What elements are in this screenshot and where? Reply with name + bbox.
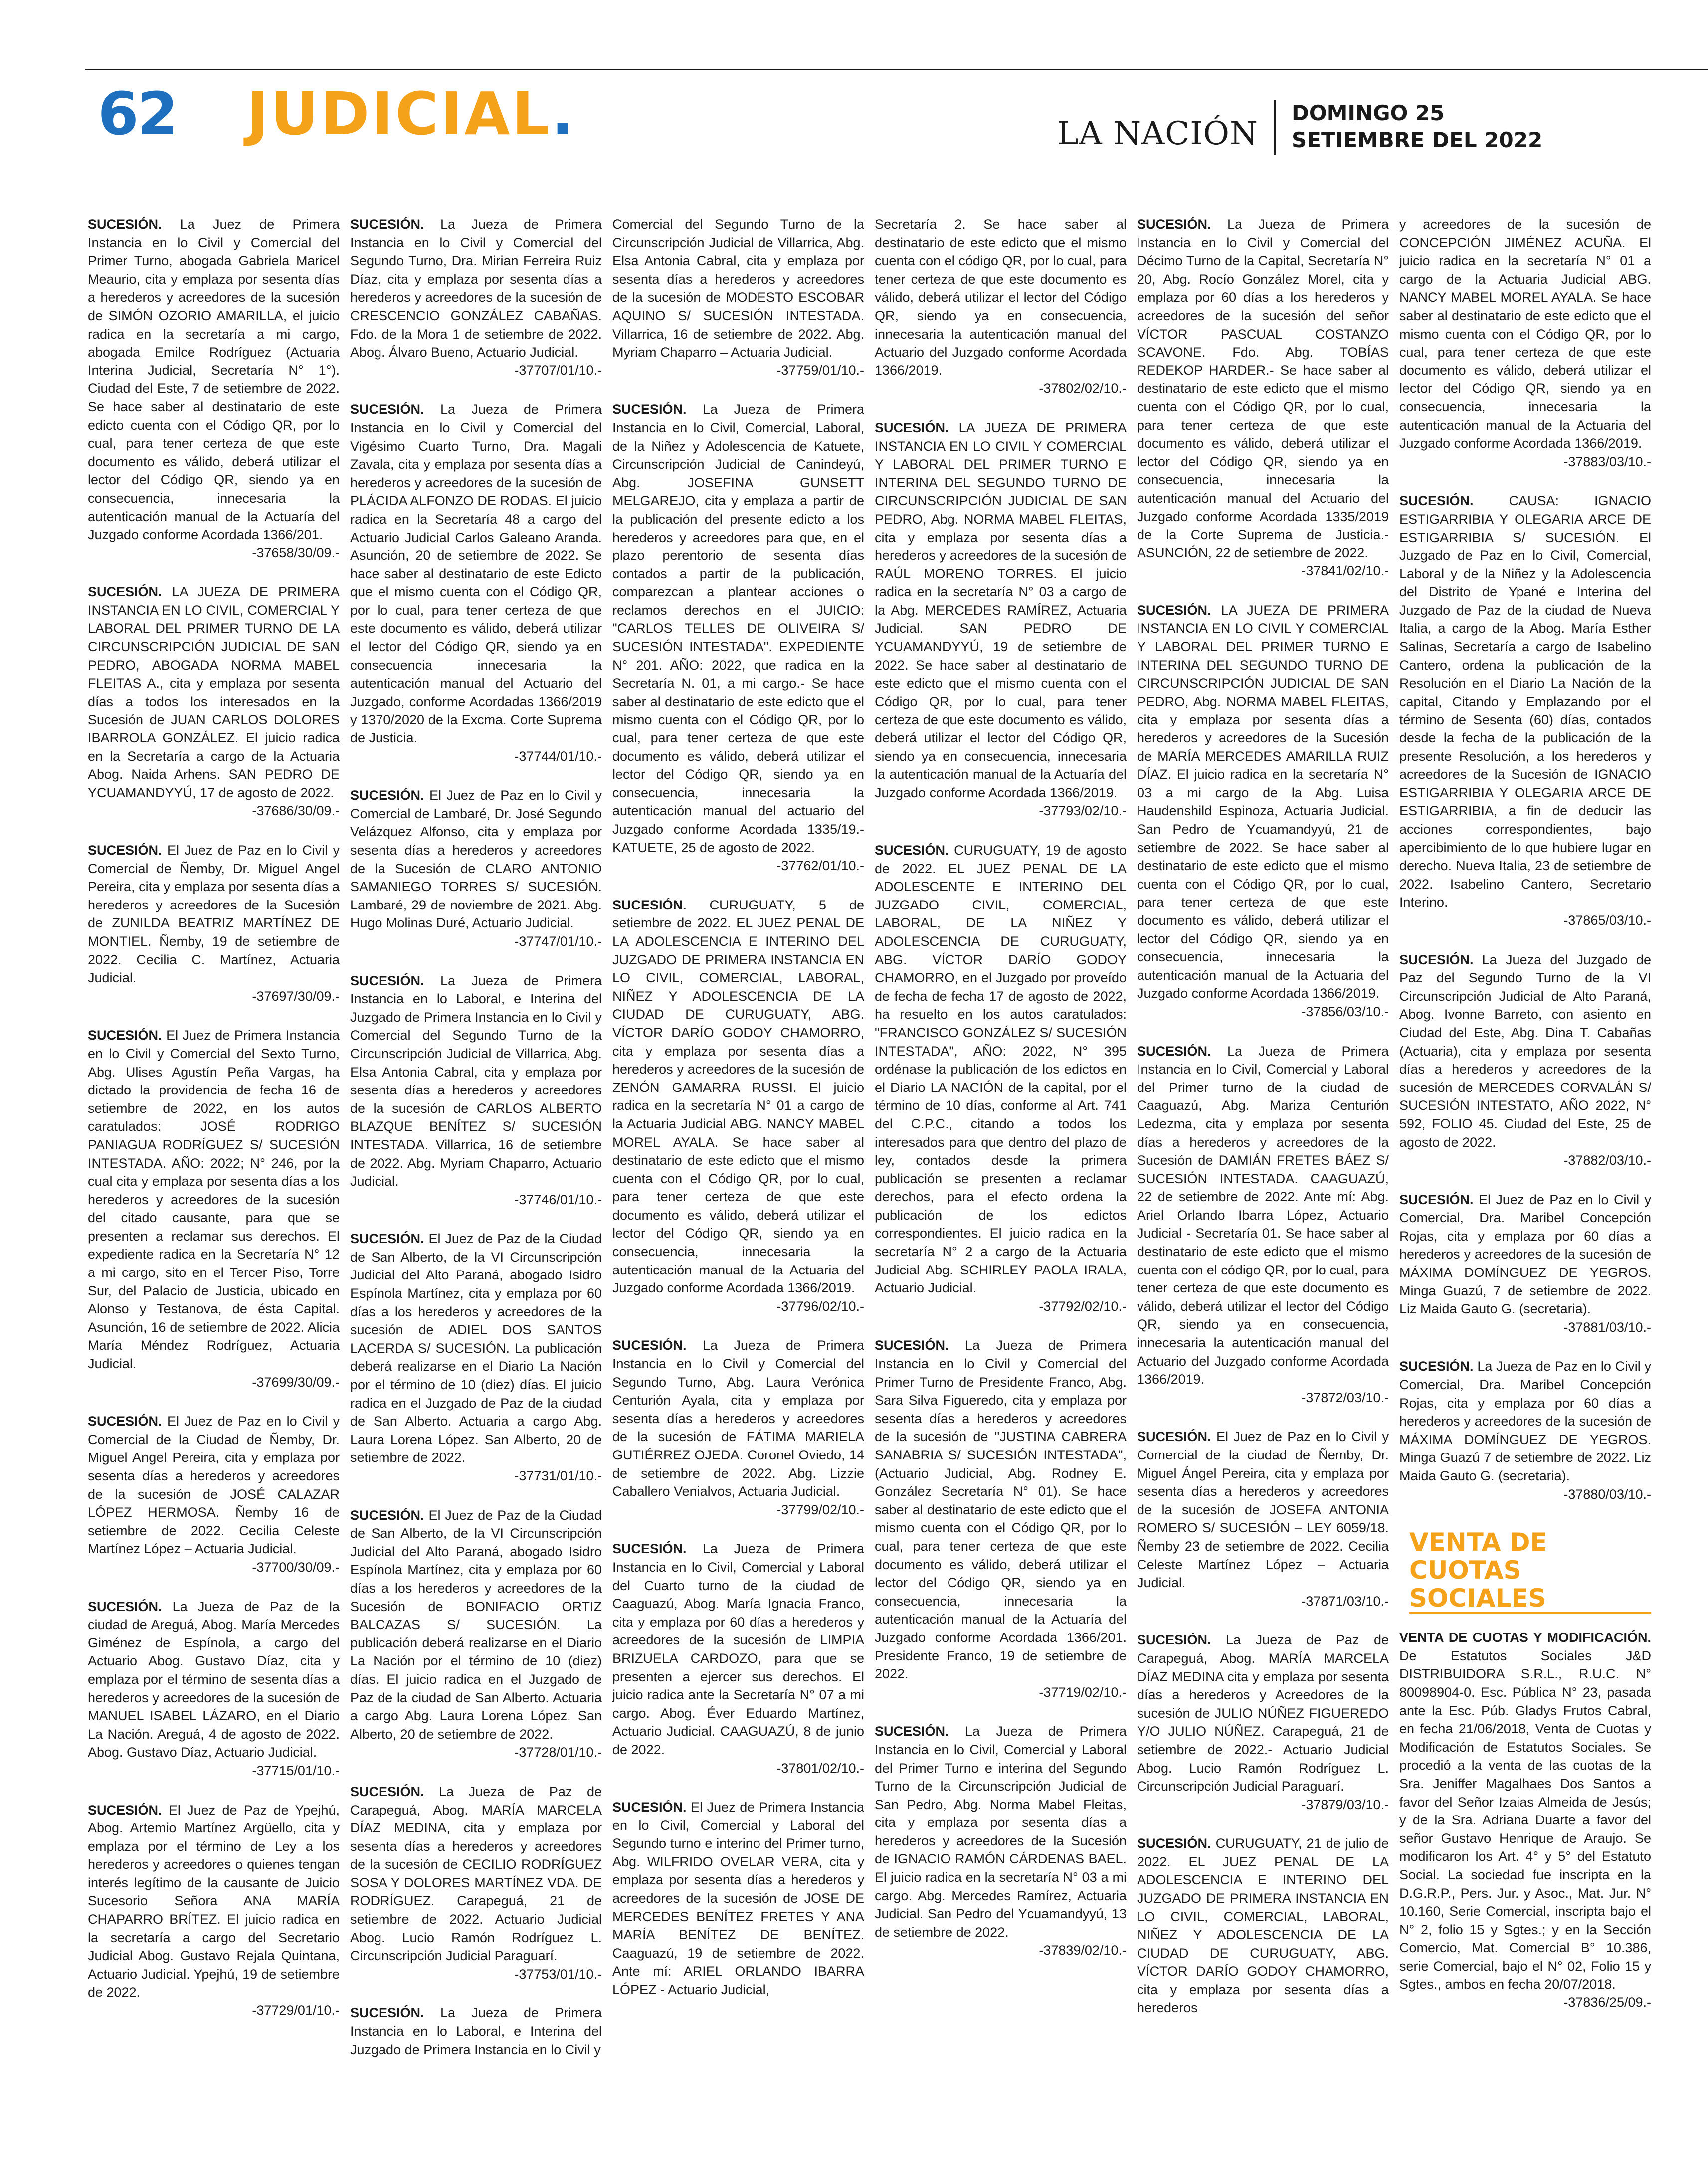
notice-lead: SUCESIÓN. [1399, 493, 1474, 509]
notice-lead: SUCESIÓN. [612, 1800, 687, 1815]
notice-body: La Jueza de Paz de Carapeguá, Abog. MARÍA MARCELA DÍAZ MEDINA cita y emplaza por sesenta días a herederos y Acreedores de la sucesión de JULIO NÚÑEZ FIGUEREDO Y/O JULIO NÚÑEZ. Carapeguá, 21 de setiembre de 2022.- Actuario Judicial Abog. Lucio Ramón Rodríguez L. Circunscripción Judicial Paraguarí. [1137, 1633, 1389, 1794]
notice-body: El Juez de Paz en lo Civil y Comercial de la ciudad de Ñemby, Dr. Miguel Ángel Pereira, cita y emplaza por sesenta días a herederos y acreedores de la sucesión de JOSEFA ANTONIA ROMERO S/ SUCESIÓN – LEY 6059/18. Ñemby 23 de setiembre de 2022. Cecilia Celeste Martínez López – Actuaria Judicial. [1137, 1429, 1389, 1591]
notice-reference: -37796/02/10.- [776, 1298, 864, 1314]
notice-body: El Juez de Paz de la Ciudad de San Alberto, de la VI Circunscripción Judicial del Alto Paraná, abogado Isidro Espínola Martínez, cita y emplaza por 60 días a los herederos y acreedores de la sucesión de ADIEL DOS SANTOS LACERDA S/ SUCESIÓN. La publicación deberá realizarse en el Diario La Nación por el término de 10 (diez) días. El juicio radica en el Juzgado de Paz de la ciudad de San Alberto. Actuaria a cargo Abg. Laura Lorena López. San Alberto, 20 de setiembre de 2022. [350, 1231, 602, 1465]
legal-notice [1137, 601, 1389, 1021]
legal-notice [88, 1801, 340, 2020]
notice-lead: SUCESIÓN. [1137, 602, 1211, 618]
notice-lead: SUCESIÓN. [1137, 1429, 1211, 1445]
notice-body: Comercial del Segundo Turno de la Circunscripción Judicial de Villarrica, Abg. Elsa Antonia Cabral, cita y emplaza por sesenta días a herederos y acreedores de la sucesión de MODESTO ESCOBAR AQUINO S/ SUCESIÓN INTESTADA. Villarrica, 16 de setiembre de 2022. Abg. Myriam Chaparro – Actuaria Judicial. [612, 217, 864, 360]
notice-reference: -37793/02/10.- [1039, 803, 1127, 819]
notice-lead: SUCESIÓN. [1137, 1043, 1211, 1059]
notice-lead: SUCESIÓN. [1137, 217, 1211, 232]
legal-notice [88, 1598, 340, 1780]
notice-lead: SUCESIÓN. [875, 1338, 949, 1353]
notice-lead: SUCESIÓN. [88, 584, 162, 600]
notices-columns [88, 215, 1651, 2155]
notice-lead: SUCESIÓN. [88, 217, 162, 232]
legal-notice [875, 1336, 1127, 1701]
legal-notice [1399, 492, 1651, 929]
notice-lead: SUCESIÓN. [350, 1231, 424, 1247]
notice-lead: SUCESIÓN. [875, 420, 949, 435]
column-3 [612, 215, 864, 2155]
legal-notice [875, 215, 1127, 398]
notice-lead: SUCESIÓN. [88, 1802, 162, 1817]
notice-body: LA JUEZA DE PRIMERA INSTANCIA EN LO CIVIL Y COMERCIAL Y LABORAL DEL PRIMER TURNO E INTERINA DEL SEGUNDO TURNO DE CIRCUNSCRIPCIÓN JUDICIAL DE SAN PEDRO, Abg. NORMA MABEL FLEITAS, cita y emplaza por sesenta días a herederos y acreedores de la Sucesión de MARÍA MERCEDES AMARILLA RUIZ DÍAZ. El juicio radica en la secretaría N° 03 a mi cargo de la Abg. Luisa Haudenshild Espinoza, Actuaria Judicial. San Pedro de Ycuamandyyú, 21 de setiembre de 2022. Se hace saber al destinatario de este edicto que el mismo cuenta con el Código QR, por lo cual, para tener certeza de que este documento es válido, deberá utilizar el lector del Código QR, siendo ya en consecuencia, innecesaria la autenticación manual de la Actuaria del Juzgado conforme Acordada 1366/2019. [1137, 602, 1389, 1001]
notice-reference: -37856/03/10.- [1301, 1004, 1389, 1019]
notice-body: La Jueza del Juzgado de Paz del Segundo Turno de la VI Circunscripción Judicial de Alto Paraná, Abog. Ivonne Barreto, con asiento en Ciudad del Este, Abg. Dina T. Cabañas (Actuaria), cita y emplaza por sesenta días a herederos y acreedores de la sucesión de MERCEDES CORVALÁN S/ SUCESIÓN INTESTATO, AÑO 2022, N° 592, FOLIO 45. Ciudad del Este, 25 de agosto de 2022. [1399, 952, 1651, 1150]
legal-notice [350, 215, 602, 379]
notice-body: CURUGUATY, 19 de agosto de 2022. EL JUEZ PENAL DE LA ADOLESCENTE E INTERINO DEL JUZGADO CIVIL, COMERCIAL, LABORAL, DE LA NIÑEZ Y ADOLESCENCIA DE CURUGUATY, ABG. VÍCTOR DARÍO GODOY CHAMORRO, en el Juzgado por proveído de fecha de fecha 17 de agosto de 2022, ha resuelto en los autos caratulados: "FRANCISCO GONZÁLEZ S/ SUCESIÓN INTESTADA", AÑO: 2022, N° 395 ordénase la publicación de los edictos en el Diario LA NACIÓN de la capital, por el término de 10 días, conforme al Art. 741 del C.P.C., citando a todos los interesados para que dentro del plazo de ley, contados desde la primera publicación se presenten a reclamar derechos, para el efecto ordena la publicación de los edictos correspondientes. El juicio radica en la secretaría N° 2 a cargo de la Actuaria Judicial Abg. SCHIRLEY PAOLA IRALA, Actuario Judicial. [875, 843, 1127, 1296]
section-title-dot: . [551, 79, 576, 148]
legal-notice [1137, 1834, 1389, 2017]
notice-reference: -37872/03/10.- [1301, 1390, 1389, 1405]
legal-notice [612, 400, 864, 875]
notice-body: El Juez de Paz de la Ciudad de San Alberto, de la VI Circunscripción Judicial del Alto Paraná, abogado Isidro Espínola Martínez, cita y emplaza por 60 días a los herederos y acreedores de la Sucesión de BONIFACIO ORTIZ BALCAZAS S/ SUCESIÓN. La publicación deberá realizarse en el Diario La Nación por el término de 10 (diez) días. El juicio radica en el Juzgado de Paz de la ciudad de San Alberto. Actuaria a cargo Abg. Laura Lorena López. San Alberto, 20 de setiembre de 2022. [350, 1507, 602, 1742]
notice-lead: SUCESIÓN. [1399, 1359, 1474, 1374]
notice-reference: -37883/03/10.- [1563, 454, 1651, 469]
legal-notice [350, 2004, 602, 2059]
notice-body: La Juez de Primera Instancia en lo Civil y Comercial del Primer Turno, abogada Gabriela Maricel Meaurio, cita y emplaza por sesenta días a herederos y acreedores de la sucesión de SIMÓN OZORIO AMARILLA, el juicio radica en la secretaría a mi cargo, abogada Emilce Rodríguez (Actuaria Interina Judicial, Secretaría N° 1°). Ciudad del Este, 7 de setiembre de 2022. Se hace saber al destinatario de este edicto cuenta con el Código QR, por lo cual, para tener certeza de que este documento es válido, deberá utilizar el lector del Código QR, siendo ya en consecuencia, innecesaria la autenticación manual de la Actuaría del Juzgado conforme Acordada 1366/201. [88, 217, 340, 543]
notice-reference: -37799/02/10.- [776, 1502, 864, 1517]
column-6 [1399, 215, 1651, 2155]
notice-reference: -37700/30/09.- [252, 1559, 340, 1575]
notice-reference: -37731/01/10.- [514, 1468, 602, 1483]
notice-lead: SUCESIÓN. [612, 897, 687, 912]
notice-body: La Jueza de Primera Instancia en lo Laboral, e Interina del Juzgado de Primera Instancia en lo Civil y Comercial del Segundo Turno de la Circunscripción Judicial de Villarrica, Abg. Elsa Antonia Cabral, cita y emplaza por sesenta días a herederos y acreedores de la sucesión de CARLOS ALBERTO BLAZQUE BENÍTEZ S/ SUCESIÓN INTESTADA. Villarrica, 16 de setiembre de 2022. Abg. Myriam Chaparro, Actuario Judicial. [350, 973, 602, 1189]
notice-body: La Jueza de Primera Instancia en lo Civil y Comercial del Segundo Turno, Abg. Laura Verónica Centurión Ayala, cita y emplaza por sesenta días a herederos y acreedores de la sucesión de FÁTIMA MARIELA GUTIÉRREZ OJEDA. Coronel Oviedo, 14 de setiembre de 2022. Abg. Lizzie Caballero Venialvos, Actuaria Judicial. [612, 1338, 864, 1499]
notice-lead: SUCESIÓN. [1137, 1633, 1211, 1648]
notice-reference: -37715/01/10.- [252, 1763, 340, 1778]
legal-notice [612, 215, 864, 379]
date-block [1292, 100, 1542, 154]
notice-reference: -37879/03/10.- [1301, 1797, 1389, 1812]
notice-body: La Jueza de Primera Instancia en lo Civil y Comercial del Segundo Turno, Dra. Mirian Ferreira Ruiz Díaz, cita y emplaza por sesenta días a herederos y acreedores de la sucesión de CRESCENCIO GONZÁLEZ CABAÑAS. Fdo. de la Mora 1 de setiembre de 2022. Abog. Álvaro Bueno, Actuario Judicial. [350, 217, 602, 360]
notice-lead: SUCESIÓN. [350, 788, 424, 803]
notice-body: El Juez de Primera Instancia en lo Civil y Comercial del Sexto Turno, Abg. Ulises Agustín Peña Vargas, ha dictado la providencia de fecha 16 de setiembre de 2022, en los autos caratulados: JOSÉ RODRIGO PANIAGUA RODRÍGUEZ S/ SUCESIÓN INTESTADA. AÑO: 2022; N° 246, por la cual cita y emplaza por sesenta días a los herederos y acreedores de la sucesión del citado causante, para que se presenten a reclamar sus derechos. El expediente radica en la Secretaría N° 12 a mi cargo, sito en el Tercer Piso, Torre Sur, del Palacio de Justicia, ubicado en Alonso y Testanova, de ésta Capital. Asunción, 16 de setiembre de 2022. Alicia María Méndez Rodríguez, Actuaria Judicial. [88, 1028, 340, 1372]
legal-notice [350, 786, 602, 950]
notice-body: El Juez de Paz en lo Civil y Comercial de la Ciudad de Ñemby, Dr. Miguel Angel Pereira, cita y emplaza por sesenta días a herederos y acreedores de la sucesión de JOSÉ CALAZAR LÓPEZ HERMOSA. Ñemby 16 de setiembre de 2022. Cecilia Celeste Martínez López – Actuaria Judicial. [88, 1414, 340, 1557]
notice-reference: -37880/03/10.- [1563, 1486, 1651, 1502]
legal-notice [88, 841, 340, 1005]
notice-reference: -37728/01/10.- [514, 1745, 602, 1760]
legal-notice [1137, 215, 1389, 580]
notice-body: El Juez de Primera Instancia en lo Civil, Comercial y Laboral del Segundo turno e interino del Primer turno, Abg. WILFRIDO OVELAR VERA, cita y emplaza por sesenta días a herederos y acreedores de la sucesión de JOSE DE MERCEDES BENÍTEZ FRETES Y ANA MARÍA BENÍTEZ DE BENÍTEZ. Caaguazú, 19 de setiembre de 2022. Ante mí: ARIEL ORLANDO IBARRA LÓPEZ - Actuario Judicial, [612, 1800, 864, 1997]
column-1 [88, 215, 340, 2155]
notice-body: El Juez de Paz en lo Civil y Comercial de Ñemby, Dr. Miguel Angel Pereira, cita y emplaza por sesenta días a herederos y acreedores de la Sucesión de ZUNILDA BEATRIZ MARTÍNEZ DE MONTIEL. Ñemby, 19 de setiembre de 2022. Cecilia C. Martínez, Actuaria Judicial. [88, 843, 340, 986]
notice-lead: SUCESIÓN. [1399, 1192, 1474, 1207]
legal-notice [1137, 1428, 1389, 1610]
notice-body: La Jueza de Primera Instancia en lo Laboral, e Interina del Juzgado de Primera Instancia en lo Civil y [350, 2005, 602, 2057]
legal-notice [88, 1412, 340, 1576]
legal-notice [350, 400, 602, 765]
notice-reference: -37746/01/10.- [514, 1192, 602, 1207]
notice-lead: SUCESIÓN. [1137, 1836, 1211, 1851]
notice-lead: SUCESIÓN. [350, 402, 424, 417]
notice-reference: -37801/02/10.- [776, 1760, 864, 1776]
notice-lead: SUCESIÓN. [612, 402, 687, 417]
legal-notice [1399, 1629, 1651, 2011]
notice-reference: -37699/30/09.- [252, 1374, 340, 1390]
notice-lead: SUCESIÓN. [88, 1028, 162, 1043]
section-title [247, 79, 575, 149]
masthead-logo: LA NACIÓN [1057, 115, 1258, 152]
legal-notice [1399, 1191, 1651, 1337]
notice-lead: SUCESIÓN. [350, 973, 424, 988]
notice-body: LA JUEZA DE PRIMERA INSTANCIA EN LO CIVIL, COMERCIAL Y LABORAL DEL PRIMER TURNO DE LA CIRCUNSCRIPCIÓN JUDICIAL DE SAN PEDRO, ABOGADA NORMA MABEL FLEITAS A., cita y emplaza por sesenta días a todos los interesados en la Sucesión de JUAN CARLOS DOLORES IBARROLA GONZÁLEZ. El juicio radica en la Secretaría a cargo de la Actuaria Abog. Naida Arhens. SAN PEDRO DE YCUAMANDYYÚ, 17 de agosto de 2022. [88, 584, 340, 800]
notice-lead: VENTA DE CUOTAS Y MODIFICACIÓN. [1399, 1630, 1651, 1645]
legal-notice [1137, 1042, 1389, 1407]
notice-reference: -37759/01/10.- [776, 363, 864, 378]
column-5 [1137, 215, 1389, 2155]
notice-body: La Jueza de Paz en lo Civil y Comercial, Dra. Maribel Concepción Rojas, cita y emplaza por 60 días a herederos y acreedores de la sucesión de MÁXIMA DOMÍNGUEZ DE YEGROS. Minga Guazú 7 de setiembre de 2022. Liz Maida Gauto G. (secretaria). [1399, 1359, 1651, 1483]
legal-notice [612, 1798, 864, 1999]
notice-lead: SUCESIÓN. [875, 1724, 949, 1739]
legal-notice [1137, 1631, 1389, 1814]
notice-body: La Jueza de Primera Instancia en lo Civil y Comercial del Vigésimo Cuarto Turno, Dra. Magali Zavala, cita y emplaza por sesenta días a herederos y acreedores de la sucesión de PLÁCIDA ALFONZO DE RODAS. El juicio radica en la Secretaría 48 a cargo del Actuario Judicial Carlos Galeano Aranda. Asunción, 20 de setiembre de 2022. Se hace saber al destinatario de este Edicto que el mismo cuenta con el Código QR, por lo cual, para tener certeza de que este documento es válido, deberá utilizar el lector del Código QR, siendo ya en consecuencia innecesaria la autenticación manual del Actuario del Juzgado, conforme Acordadas 1366/2019 y 1370/2020 de la Excma. Corte Suprema de Justicia. [350, 402, 602, 746]
notice-reference: -37839/02/10.- [1039, 1943, 1127, 1958]
legal-notice [1399, 215, 1651, 471]
page-number: 62 [98, 79, 177, 148]
notice-body: El Juez de Paz en lo Civil y Comercial, Dra. Maribel Concepción Rojas, cita y emplaza por 60 días a herederos y acreedores de la sucesión de MÁXIMA DOMÍNGUEZ DE YEGROS. Minga Guazú, 7 de setiembre de 2022. Liz Maida Gauto G. (secretaria). [1399, 1192, 1651, 1317]
notice-reference: -37753/01/10.- [514, 1966, 602, 1982]
notice-body: La Jueza de Primera Instancia en lo Civil y Comercial del Primer Turno de Presidente Franco, Abg. Sara Silva Figueredo, cita y emplaza por sesenta días a herederos y acreedores de la sucesión de "JUSTINA CABRERA SANABRIA S/ SUCESIÓN INTESTADA", (Actuario Judicial, Abg. Rodney E. González Secretaría N° 01). Se hace saber al destinatario de este edicto que el mismo cuenta con el Código QR, por lo cual, para tener certeza de que este documento es válido, deberá utilizar el lector del Código QR, siendo ya en consecuencia, innecesaria la autenticación manual de la Actuaría del Juzgado conforme Acordada 1366/201. Presidente Franco, 19 de setiembre de 2022. [875, 1338, 1127, 1682]
notice-reference: -37882/03/10.- [1563, 1153, 1651, 1168]
column-2 [350, 215, 602, 2155]
notice-lead: SUCESIÓN. [350, 2005, 424, 2021]
legal-notice [1399, 951, 1651, 1170]
notice-reference: -37865/03/10.- [1563, 912, 1651, 928]
notice-reference: -37762/01/10.- [776, 858, 864, 874]
legal-notice [88, 1026, 340, 1391]
legal-notice [88, 583, 340, 820]
legal-notice [350, 972, 602, 1209]
notice-body: y acreedores de la sucesión de CONCEPCIÓN JIMÉNEZ ACUÑA. El juicio radica en la secretaría N° 01 a cargo de la Actuaria Judicial ABG. NANCY MABEL MOREL AYALA. Se hace saber al destinatario de este edicto que el mismo cuenta con el Código QR, por lo cual, para tener certeza de que este documento es válido, deberá utilizar el lector del Código QR, siendo ya en consecuencia, innecesaria la autenticación manual de la Actuaria del Juzgado conforme Acordada 1366/2019. [1399, 217, 1651, 451]
notice-lead: SUCESIÓN. [612, 1541, 687, 1557]
notice-reference: -37707/01/10.- [514, 363, 602, 378]
legal-notice [1399, 1357, 1651, 1503]
notice-body: LA JUEZA DE PRIMERA INSTANCIA EN LO CIVIL Y COMERCIAL Y LABORAL DEL PRIMER TURNO E INTERINA DEL SEGUNDO TURNO DE CIRCUNSCRIPCIÓN JUDICIAL DE SAN PEDRO, Abg. NORMA MABEL FLEITAS, cita y emplaza por sesenta días a herederos y acreedores de la sucesión de RAÚL MORENO TORRES. El juicio radica en la secretaría N° 03 a cargo de la Abg. MERCEDES RAMÍREZ, Actuaria Judicial. SAN PEDRO DE YCUAMANDYYÚ, 19 de setiembre de 2022. Se hace saber al destinatario de este edicto que el mismo cuenta con el Código QR, por lo cual, para tener certeza de que este documento es válido, deberá utilizar el lector del Código QR, siendo ya en consecuencia, innecesaria la autenticación manual de la Actuaría del Juzgado conforme Acordada 1366/2019. [875, 420, 1127, 800]
notice-lead: SUCESIÓN. [875, 843, 949, 858]
notice-reference: -37871/03/10.- [1301, 1593, 1389, 1609]
column-4 [875, 215, 1127, 2155]
legal-notice [350, 1230, 602, 1485]
notice-body: La Jueza de Primera Instancia en lo Civil, Comercial y Laboral del Cuarto turno de la ciudad de Caaguazú, Abog. María Ignacia Franco, cita y emplaza por 60 días a herederos y acreedores de la sucesión de LIMPIA BRIZUELA CARDOZO, para que se presenten a ejercer sus derechos. El juicio radica ante la Secretaría N° 07 a mi cargo. Abog. Éver Eduardo Martínez, Actuario Judicial. CAAGUAZÚ, 8 de junio de 2022. [612, 1541, 864, 1757]
notice-lead: SUCESIÓN. [350, 217, 424, 232]
notice-reference: -37841/02/10.- [1301, 563, 1389, 579]
notice-body: De Estatutos Sociales J&D DISTRIBUIDORA S.R.L., R.U.C. N° 80098904-0. Esc. Pública N° 23, pasada ante la Esc. Púb. Gladys Frutos Cabral, en fecha 21/06/2018, Venta de Cuotas y Modificación de Estatutos Sociales. Se procedió a la venta de las cuotas de la Sra. Jeniffer Magalhaes Dos Santos a favor del Señor Izaias Almeida de Jesús; y de la Sra. Adriana Duarte a favor del señor Gustavo Henrique de Araujo. Se modificaron los Art. 4° y 5° del Estatuto Social. La sociedad fue inscripta en la D.G.R.P., Pers. Jur. y Asoc., Mat. Jur. N° 10.160, Serie Comercial, inscripta bajo el N° 2, folio 15 y Sgtes.; y en la Sección Comercio, Mat. Comercial B° 10.386, serie Comercial, bajo el N° 02, Folio 15 y Sgtes., ambos en fecha 20/07/2018. [1399, 1648, 1651, 1992]
notice-reference: -37658/30/09.- [252, 545, 340, 560]
masthead-divider [1274, 100, 1276, 155]
section-title-text: JUDICIAL [247, 79, 552, 148]
notice-reference: -37719/02/10.- [1039, 1684, 1127, 1700]
date-line-1: DOMINGO 25 [1292, 101, 1445, 125]
legal-notice [875, 419, 1127, 820]
notice-body: El Juez de Paz de Ypejhú, Abog. Artemio Martínez Argüello, cita y emplaza por el término de Ley a los herederos y acreedores o quienes tengan interés legítimo de la causante de Juicio Sucesorio Señora ANA MARÍA CHAPARRO BRÍTEZ. El juicio radica en la secretaría a cargo del Secretario Judicial Abog. Gustavo Rejala Quintana, Actuario Judicial. Ypejhú, 19 de setiembre de 2022. [88, 1802, 340, 2000]
notice-body: La Jueza de Primera Instancia en lo Civil, Comercial y Laboral del Primer Turno e interina del Segundo Turno de la Circunscripción Judicial de San Pedro, Abg. Norma Mabel Fleitas, cita y emplaza por sesenta días a herederos y acreedores de la Sucesión de IGNACIO RAMÓN CÁRDENAS BAEL. El juicio radica en la secretaría N° 03 a mi cargo. Abg. Mercedes Ramírez, Actuaria Judicial. San Pedro del Ycuamandyyú, 13 de setiembre de 2022. [875, 1724, 1127, 1940]
legal-notice [612, 896, 864, 1316]
legal-notice [350, 1783, 602, 1984]
notice-reference: -37836/25/09.- [1563, 1995, 1651, 2010]
notice-body: La Jueza de Paz de Carapeguá, Abog. MARÍA MARCELA DÍAZ MEDINA, cita y emplaza por sesenta días a herederos y acreedores de la sucesión de CECILIO RODRÍGUEZ SOSA Y DOLORES MARTÍNEZ VDA. DE RODRÍGUEZ. Carapeguá, 21 de setiembre de 2022. Actuario Judicial Abog. Lucio Ramón Rodríguez L. Circunscripción Judicial Paraguarí. [350, 1784, 602, 1964]
notice-reference: -37744/01/10.- [514, 748, 602, 764]
notice-reference: -37792/02/10.- [1039, 1298, 1127, 1314]
legal-notice [875, 841, 1127, 1315]
notice-body: La Jueza de Paz de la ciudad de Areguá, Abog. María Mercedes Giménez de Espínola, a cargo del Actuario Abog. Gustavo Díaz, cita y emplaza por el término de sesenta días a herederos y acreedores de la sucesión de MANUEL ISABEL LÁZARO, en el Diario La Nación. Areguá, 4 de agosto de 2022. Abog. Gustavo Díaz, Actuario Judicial. [88, 1599, 340, 1760]
legal-notice [875, 1722, 1127, 1960]
legal-notice [88, 215, 340, 562]
notice-body: La Jueza de Primera Instancia en lo Civil, Comercial y Laboral del Primer turno de la ciudad de Caaguazú, Abg. Mariza Centurión Ledezma, cita y emplaza por sesenta días a herederos y acreedores de la Sucesión de DAMIÁN FRETES BÁEZ S/ SUCESIÓN INTESTADA. CAAGUAZÚ, 22 de setiembre de 2022. Ante mí: Abg. Ariel Orlando Ibarra López, Actuario Judicial - Secretaría 01. Se hace saber al destinatario de este edicto que el mismo cuenta con el código QR, por lo cual, para tener certeza de que este documento es válido, deberá utilizar el lector del Código QR, siendo ya en consecuencia, innecesaria la autenticación manual del Actuario del Juzgado conforme Acordada 1366/2019. [1137, 1043, 1389, 1387]
notice-reference: -37747/01/10.- [514, 933, 602, 949]
legal-notice [350, 1506, 602, 1762]
classified-section-heading: VENTA DE CUOTAS SOCIALES [1409, 1528, 1651, 1614]
notice-lead: SUCESIÓN. [350, 1507, 424, 1523]
notice-lead: SUCESIÓN. [88, 1414, 162, 1429]
notice-lead: SUCESIÓN. [612, 1338, 687, 1353]
notice-body: La Jueza de Primera Instancia en lo Civil, Comercial, Laboral, de la Niñez y Adolescencia de Katuete, Circunscripción Judicial de Canindeyú, Abg. JOSEFINA GUNSETT MELGAREJO, cita y emplaza a partir de la publicación del presente edicto a los herederos y acreedores para que, en el plazo perentorio de sesenta días contados a partir de la publicación, comparezcan a plantear acciones o reclamos derechos en el JUICIO: "CARLOS TELLES DE OLIVEIRA S/ SUCESIÓN INTESTADA". EXPEDIENTE N° 201. AÑO: 2022, que radica en la Secretaría N. 01, a mi cargo.- Se hace saber al destinatario de este edicto que el mismo cuenta con el Código QR, por lo cual, para tener certeza de que este documento es válido, deberá utilizar el lector del Código QR, siendo ya en consecuencia, innecesaria la autenticación manual del actuario del Juzgado conforme Acordada 1335/19.- KATUETE, 25 de agosto de 2022. [612, 402, 864, 855]
notice-body: CURUGUATY, 21 de julio de 2022. EL JUEZ PENAL DE LA ADOLESCENCIA E INTERINO DEL JUZGADO DE PRIMERA INSTANCIA EN LO CIVIL, COMERCIAL, LABORAL, NIÑEZ Y ADOLESCENCIA DE LA CIUDAD DE CURUGUATY, ABG. VÍCTOR DARÍO GODOY CHAMORRO, cita y emplaza por sesenta días a herederos [1137, 1836, 1389, 2015]
legal-notice [612, 1540, 864, 1777]
date-line-2: SETIEMBRE DEL 2022 [1292, 128, 1543, 152]
notice-reference: -37697/30/09.- [252, 988, 340, 1004]
notice-lead: SUCESIÓN. [350, 1784, 424, 1799]
notice-reference: -37802/02/10.- [1039, 381, 1127, 396]
notice-body: El Juez de Paz en lo Civil y Comercial de Lambaré, Dr. José Segundo Velázquez Alfonso, cita y emplaza por sesenta días a herederos y acreedores de la Sucesión de CLARO ANTONIO SAMANIEGO TORRES S/ SUCESIÓN. Lambaré, 29 de noviembre de 2021. Abg. Hugo Molinas Duré, Actuario Judicial. [350, 788, 602, 931]
notice-lead: SUCESIÓN. [1399, 952, 1474, 967]
notice-body: CURUGUATY, 5 de setiembre de 2022. EL JUEZ PENAL DE LA ADOLESCENCIA E INTERINO DEL JUZGADO DE PRIMERA INSTANCIA EN LO CIVIL, COMERCIAL, LABORAL, NIÑEZ Y ADOLESCENCIA DE LA CIUDAD DE CURUGUATY, ABG. VÍCTOR DARÍO GODOY CHAMORRO, cita y emplaza por sesenta días a herederos y acreedores de la sucesión de ZENÓN GAMARRA RUSSI. El juicio radica en la secretaría N° 01 a cargo de la Actuaria Judicial ABG. NANCY MABEL MOREL AYALA. Se hace saber al destinatario de este edicto que el mismo cuenta con el Código QR, por lo cual, para tener certeza de que este documento es válido, deberá utilizar el lector del Código QR, siendo ya en consecuencia, innecesaria la autenticación manual de la Actuaria del Juzgado conforme Acordada 1366/2019. [612, 897, 864, 1296]
notice-reference: -37729/01/10.- [252, 2003, 340, 2018]
notice-body: La Jueza de Primera Instancia en lo Civil y Comercial del Décimo Turno de la Capital, Secretaría N° 20, Abg. Rocío González Morel, cita y emplaza por 60 días a los herederos y acreedores de la sucesión del señor VÍCTOR PASCUAL COSTANZO SCAVONE. Fdo. Abg. TOBÍAS REDEKOP HARDER.- Se hace saber al destinatario de este edicto que el mismo cuenta con el Código QR, por lo cual, para tener certeza de que este documento es válido, deberá utilizar el lector del Código QR, siendo ya en consecuencia, innecesaria la autenticación manual del Actuario del Juzgado conforme Acordada 1335/2019 de la Corte Suprema de Justicia.- ASUNCIÓN, 22 de setiembre de 2022. [1137, 217, 1389, 560]
notice-reference: -37686/30/09.- [252, 803, 340, 819]
notice-reference: -37881/03/10.- [1563, 1319, 1651, 1335]
notice-lead: SUCESIÓN. [88, 1599, 162, 1614]
notice-body: Secretaría 2. Se hace saber al destinatario de este edicto que el mismo cuenta con el código QR, por lo cual, para tener certeza de que este documento es válido, deberá utilizar el lector del Código QR, siendo ya en consecuencia, innecesaria la autenticación manual del Actuario del Juzgado conforme Acordada 1366/2019. [875, 217, 1127, 378]
notice-body: CAUSA: IGNACIO ESTIGARRIBIA Y OLEGARIA ARCE DE ESTIGARRIBIA S/ SUCESIÓN. El Juzgado de Paz en lo Civil, Comercial, Laboral y de la Niñez y la Adolescencia del Distrito de Ypané e Interina del Juzgado de Paz de la ciudad de Nueva Italia, a cargo de la Abog. María Esther Salinas, Secretaría a cargo de Isabelino Cantero, ordena la publicación de la Resolución en el Diario La Nación de la capital, Citando y Emplazando por el término de Sesenta (60) días, contados desde la fecha de la publicación de la presente Resolución, a los herederos y acreedores de la Sucesión de IGNACIO ESTIGARRIBIA Y OLEGARIA ARCE DE ESTIGARRIBIA, a fin de deducir las acciones correspondientes, bajo apercibimiento de lo que hubiere lugar en derecho. Nueva Italia, 23 de setiembre de 2022. Isabelino Cantero, Secretario Interino. [1399, 493, 1651, 910]
legal-notice [612, 1336, 864, 1519]
top-rule [85, 69, 1708, 70]
notice-lead: SUCESIÓN. [88, 843, 162, 858]
